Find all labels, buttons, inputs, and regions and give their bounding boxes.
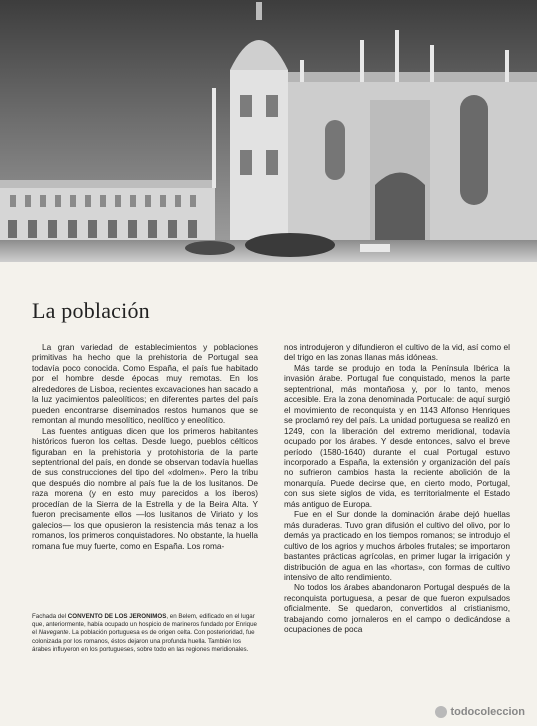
convent-photo bbox=[0, 0, 537, 262]
watermark-logo-icon bbox=[435, 706, 447, 718]
paragraph: nos introdujeron y difundieron el cultivo de la vid, así como el del trigo en las zonas llanas más idóneas. bbox=[284, 342, 510, 363]
section-title: La población bbox=[32, 298, 150, 323]
left-text-column bbox=[32, 342, 258, 551]
watermark bbox=[435, 706, 525, 718]
caption-name: CONVENTO DE LOS JERONIMOS bbox=[67, 613, 167, 620]
paragraph: No todos los árabes abandonaron Portugal después de la reconquista portuguesa, a pesar de que fueron expulsados oficialmente. Se quedaron, convertidos al cristianismo, trabajando como jornaleros en el campo o dedicándose a ocupaciones de poca bbox=[284, 582, 510, 635]
paragraph: La gran variedad de establecimientos y poblaciones primitivas ha hecho que la prehistoria de Portugal sea todavía poco conocida. Como España, el país fue habitado por el hombre desde épocas muy remotas. En los alrededores de Lisboa, recientes excavaciones han sacado a la luz yacimientos paleolíticos; en diferentes partes del país pueden encontrarse diseminados restos humanos que se remontan al mundo mesolítico, neolítico y eneolítico. bbox=[32, 342, 258, 426]
caption-italic: Navegante bbox=[38, 629, 69, 637]
photo-caption bbox=[32, 613, 258, 654]
paragraph: Fue en el Sur donde la dominación árabe dejó huellas más duraderas. Tuvo gran difusión el cultivo del olivo, por lo demás ya practicado en los tiempos romanos; se introdujo el cultivo de los agrios y muchos árboles frutales; se importaron bastantes prácticas agrícolas, en primer lugar la irrigación y distribución de agua en las «hortas», con formas de cultivo intensivo de alto rendimiento. bbox=[284, 509, 510, 582]
caption-lead: Fachada del bbox=[32, 613, 67, 620]
paragraph: Más tarde se produjo en toda la Península Ibérica la invasión árabe. Portugal fue conquistado, menos la parte septentrional, más montañosa y, por lo tanto, menos accesible. Era la zona denominada Portucale: de aquí surgió el movimiento de reconquista y en 1143 Alfonso Henriques se proclamó rey del país. La unidad portuguesa se realizó en 1249, con la liberación del extremo meridional, todavía ocupado por los árabes. Y desde entonces, salvo el breve período (1580-1640) durante el cual Portugal estuvo incorporado a España, la extensión y organización del país no sufrieron cambios hasta la reciente abolición de la monarquía. Puede decirse que, en cierto modo, Portugal, con sus siete siglos de vida, es territorialmente el Estado más antiguo de Europa. bbox=[284, 362, 510, 509]
caption-text-2: . La población portuguesa es de origen celta. Con posterioridad, fue colonizada por los romanos, éstos dejaron una profunda huella. También los árabes influyeron en los portugueses, sobre todo en las regiones meridionales. bbox=[32, 629, 255, 653]
paragraph: Las fuentes antiguas dicen que los primeros habitantes históricos fueron los celtas. Desde luego, pueblos célticos figuraban en la prehistoria y protohistoria de la parte septentrional del país, en donde se observan todavía huellas de sus construcciones del tipo del «dolmen». Pero la tribu que después dio nombre al país fue la de los lusitanos. De raza morena (y en esto muy parecidos a los íberos) procedían de la Sierra de la Estrella y de la Beira Alta. Y fueron precisamente ellos —los lusitanos de Viriato y los galecios— los que opusieron la resistencia más tenaz a los romanos, los primeros conquistadores. No obstante, la huella romana fue muy fuerte, como en España. Los roma- bbox=[32, 425, 258, 551]
watermark-text: todocoleccion bbox=[450, 706, 525, 718]
right-text-column bbox=[284, 342, 510, 635]
caption-text-1: , en Belem, edificado en el lugar que, anteriormente, había ocupado un hospicio de marineros fundado por Enrique el bbox=[32, 613, 257, 637]
